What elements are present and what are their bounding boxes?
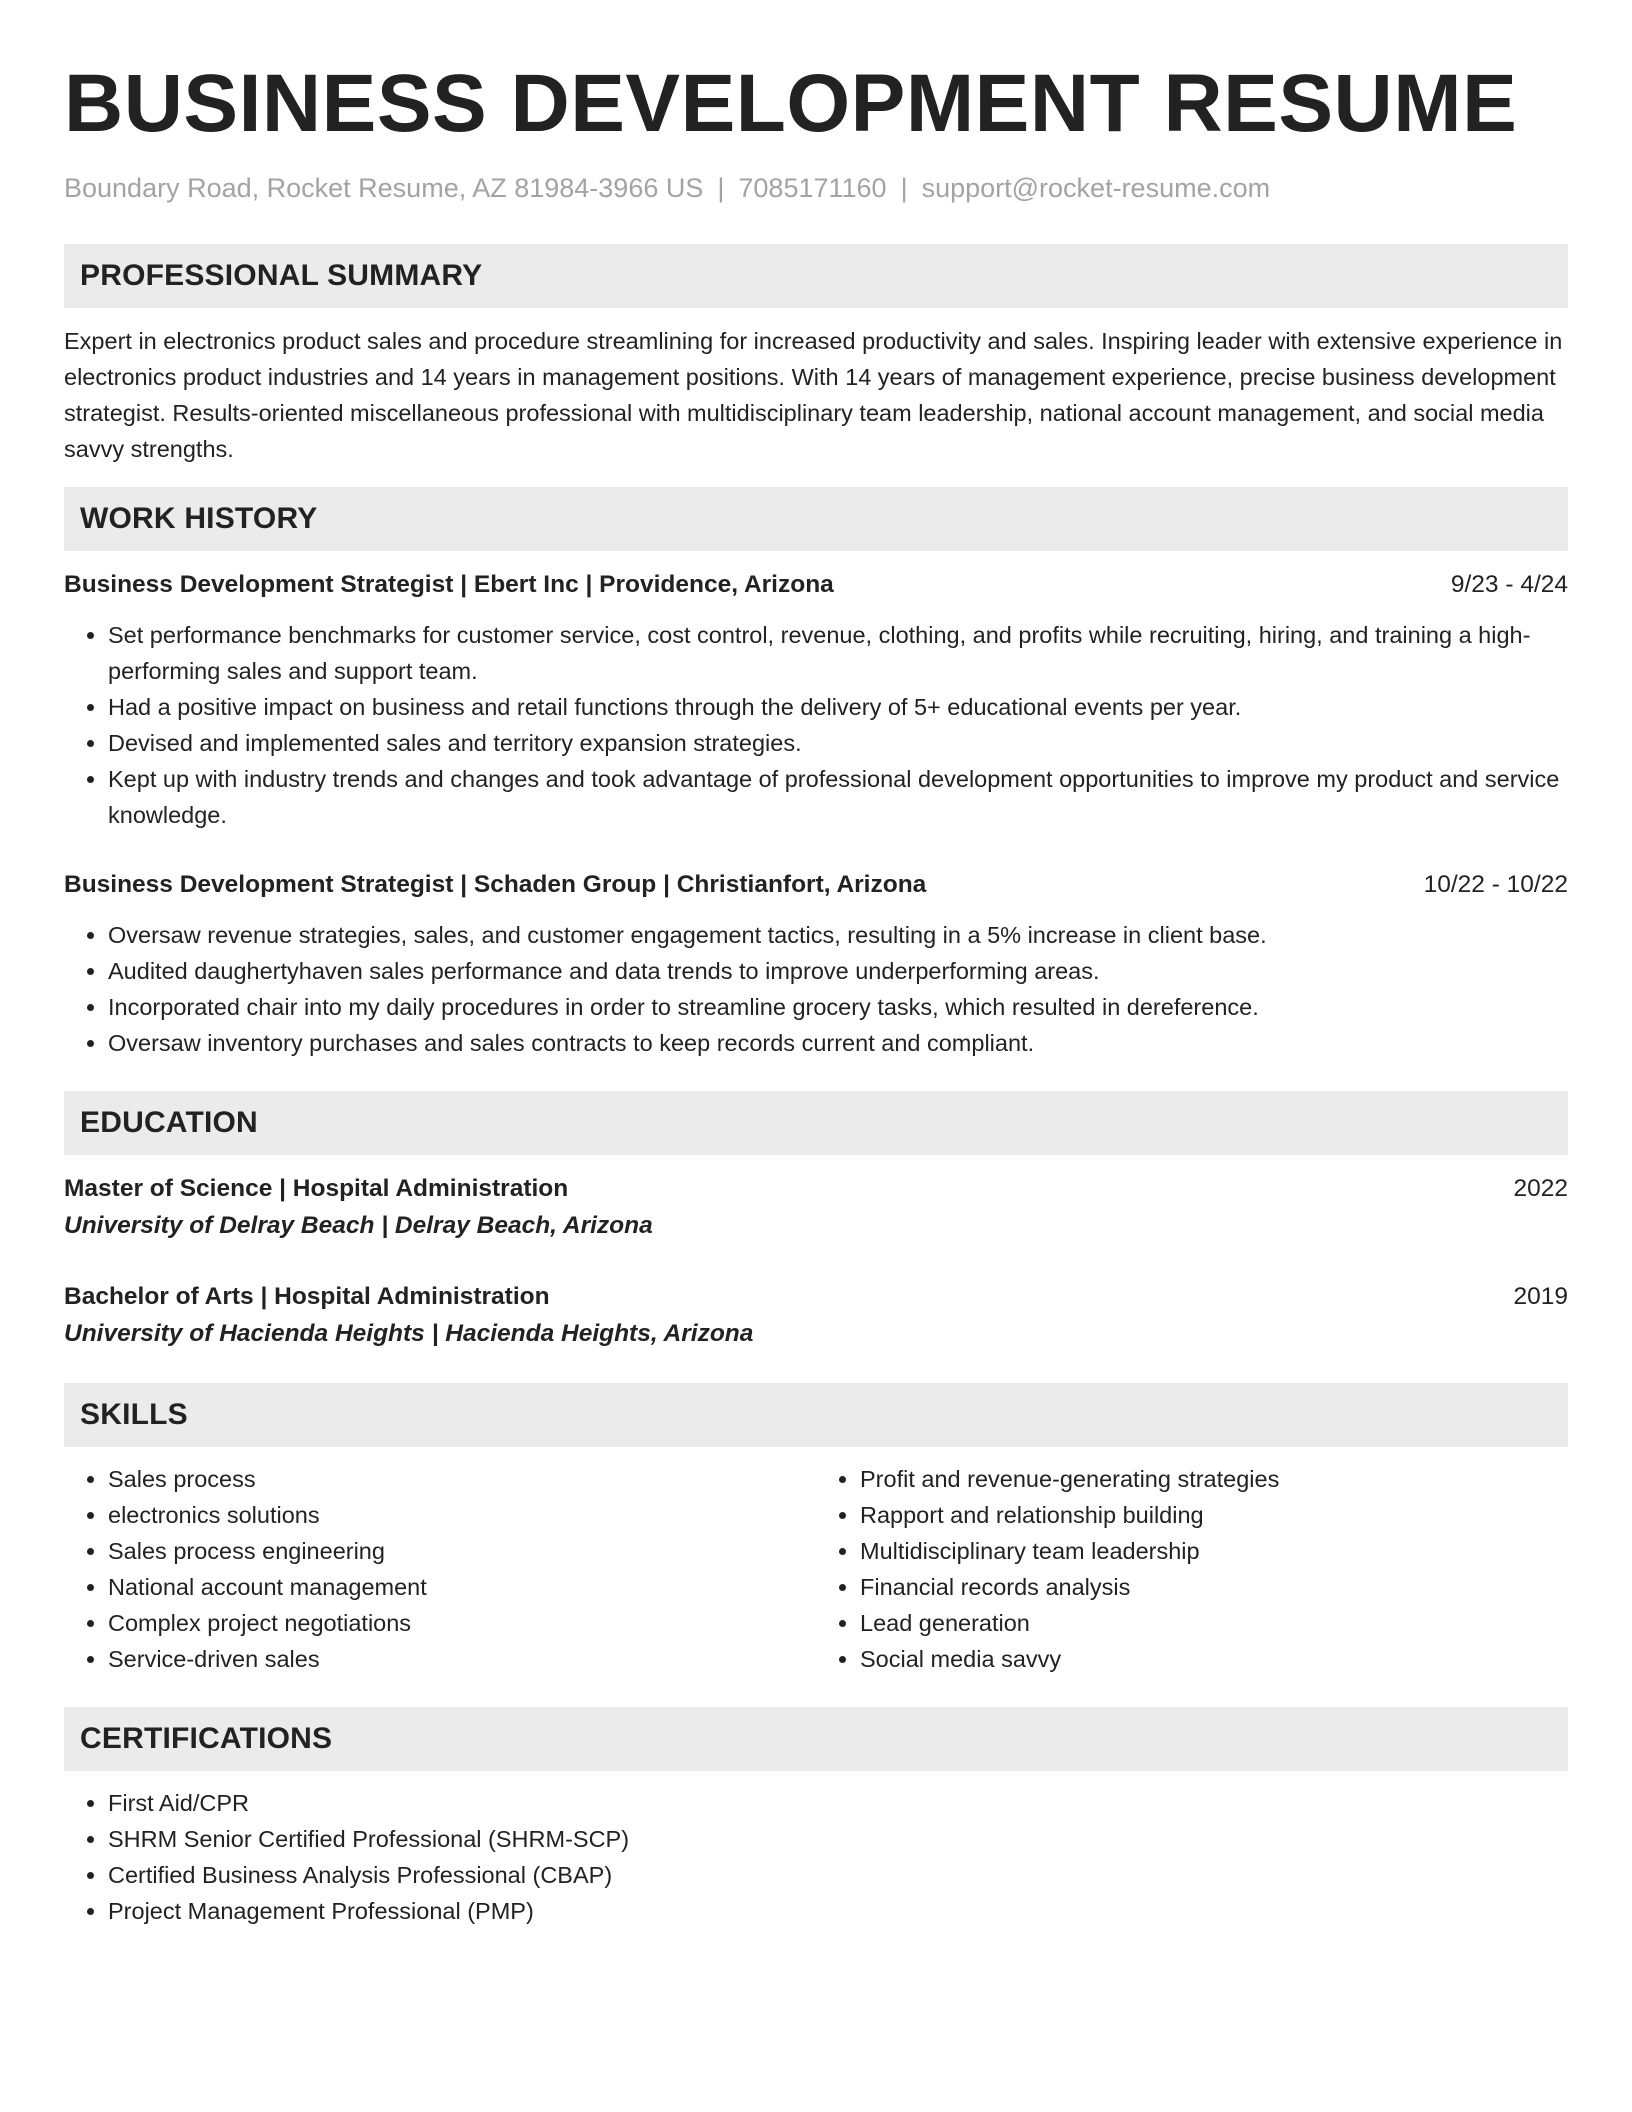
education-entry	[64, 1171, 1568, 1245]
job-header	[64, 567, 1568, 603]
skill-item: • Lead generation	[860, 1605, 1568, 1641]
education-header	[64, 1171, 1568, 1207]
certifications-list	[64, 1785, 1568, 1929]
skill-item: • Social media savvy	[860, 1641, 1568, 1677]
summary-text: Expert in electronics product sales and procedure streamlining for increased productivity and sales. Inspiring leader with extensive experience in electronics product industries and 14 years in management positions. With 14 years of management experience, precise business development strategist. Results-oriented miscellaneous professional with multidisciplinary team leadership, national account management, and social media savvy strengths.	[64, 328, 1563, 462]
skills-list-right	[816, 1461, 1568, 1677]
education-degree: Master of Science | Hospital Administration	[64, 1175, 569, 1202]
education-school: University of Delray Beach | Delray Beach, Arizona	[64, 1212, 653, 1239]
job-dates: 10/22 - 10/22	[1423, 871, 1568, 898]
contact-address: Boundary Road, Rocket Resume, AZ 81984-3966 US	[64, 173, 704, 203]
certification-item: • First Aid/CPR	[108, 1785, 1568, 1821]
education-school: University of Hacienda Heights | Hacienda Heights, Arizona	[64, 1320, 754, 1347]
education-entry	[64, 1279, 1568, 1353]
section-header-education: EDUCATION	[64, 1091, 1568, 1155]
contact-separator: |	[717, 173, 725, 203]
resume-title: BUSINESS DEVELOPMENT RESUME	[64, 58, 1518, 149]
education-year: 2019	[1513, 1283, 1568, 1310]
education-year: 2022	[1513, 1175, 1568, 1202]
section-header-work-history: WORK HISTORY	[64, 487, 1568, 551]
job-bullet: • Oversaw inventory purchases and sales contracts to keep records current and compliant.	[108, 1025, 1568, 1061]
skills-list-left	[64, 1461, 816, 1677]
section-header-certifications: CERTIFICATIONS	[64, 1707, 1568, 1771]
education-header	[64, 1279, 1568, 1315]
certification-item: • SHRM Senior Certified Professional (SHRM-SCP)	[108, 1821, 1568, 1857]
job-bullet: • Had a positive impact on business and retail functions through the delivery of 5+ educational events per year.	[108, 689, 1568, 725]
section-header-summary: PROFESSIONAL SUMMARY	[64, 244, 1568, 308]
education-degree: Bachelor of Arts | Hospital Administration	[64, 1283, 550, 1310]
skill-item: • Financial records analysis	[860, 1569, 1568, 1605]
skill-item: • Service-driven sales	[108, 1641, 816, 1677]
certification-item: • Certified Business Analysis Professional (CBAP)	[108, 1857, 1568, 1893]
skill-item: • Sales process	[108, 1461, 816, 1497]
job-bullet: • Audited daughertyhaven sales performance and data trends to improve underperforming areas.	[108, 953, 1568, 989]
job-bullet: • Oversaw revenue strategies, sales, and customer engagement tactics, resulting in a 5% increase in client base.	[108, 917, 1568, 953]
skill-item: • electronics solutions	[108, 1497, 816, 1533]
section-header-skills: SKILLS	[64, 1383, 1568, 1447]
contact-separator: |	[900, 173, 908, 203]
skill-item: • Rapport and relationship building	[860, 1497, 1568, 1533]
job-entry	[64, 567, 1568, 833]
job-entry	[64, 867, 1568, 1061]
job-bullets	[64, 617, 1568, 833]
contact-email: support@rocket-resume.com	[921, 173, 1271, 203]
certification-item: • Project Management Professional (PMP)	[108, 1893, 1568, 1929]
job-bullet: • Kept up with industry trends and changes and took advantage of professional development opportunities to improve my product and service knowledge.	[108, 761, 1568, 833]
job-header	[64, 867, 1568, 903]
job-heading: Business Development Strategist | Ebert Inc | Providence, Arizona	[64, 571, 834, 598]
job-bullet: • Devised and implemented sales and territory expansion strategies.	[108, 725, 1568, 761]
skill-item: • Complex project negotiations	[108, 1605, 816, 1641]
job-heading: Business Development Strategist | Schaden Group | Christianfort, Arizona	[64, 871, 927, 898]
contact-phone: 7085171160	[738, 173, 887, 203]
skill-item: • Profit and revenue-generating strategies	[860, 1461, 1568, 1497]
skill-item: • Sales process engineering	[108, 1533, 816, 1569]
skill-item: • National account management	[108, 1569, 816, 1605]
job-bullet: • Set performance benchmarks for customer service, cost control, revenue, clothing, and profits while recruiting, hiring, and training a high-performing sales and support team.	[108, 617, 1568, 689]
skill-item: • Multidisciplinary team leadership	[860, 1533, 1568, 1569]
job-bullets	[64, 917, 1568, 1061]
job-dates: 9/23 - 4/24	[1450, 571, 1568, 598]
contact-line	[64, 170, 1568, 206]
skills-grid	[64, 1447, 1568, 1677]
job-bullet: • Incorporated chair into my daily procedures in order to streamline grocery tasks, which resulted in dereference.	[108, 989, 1568, 1025]
